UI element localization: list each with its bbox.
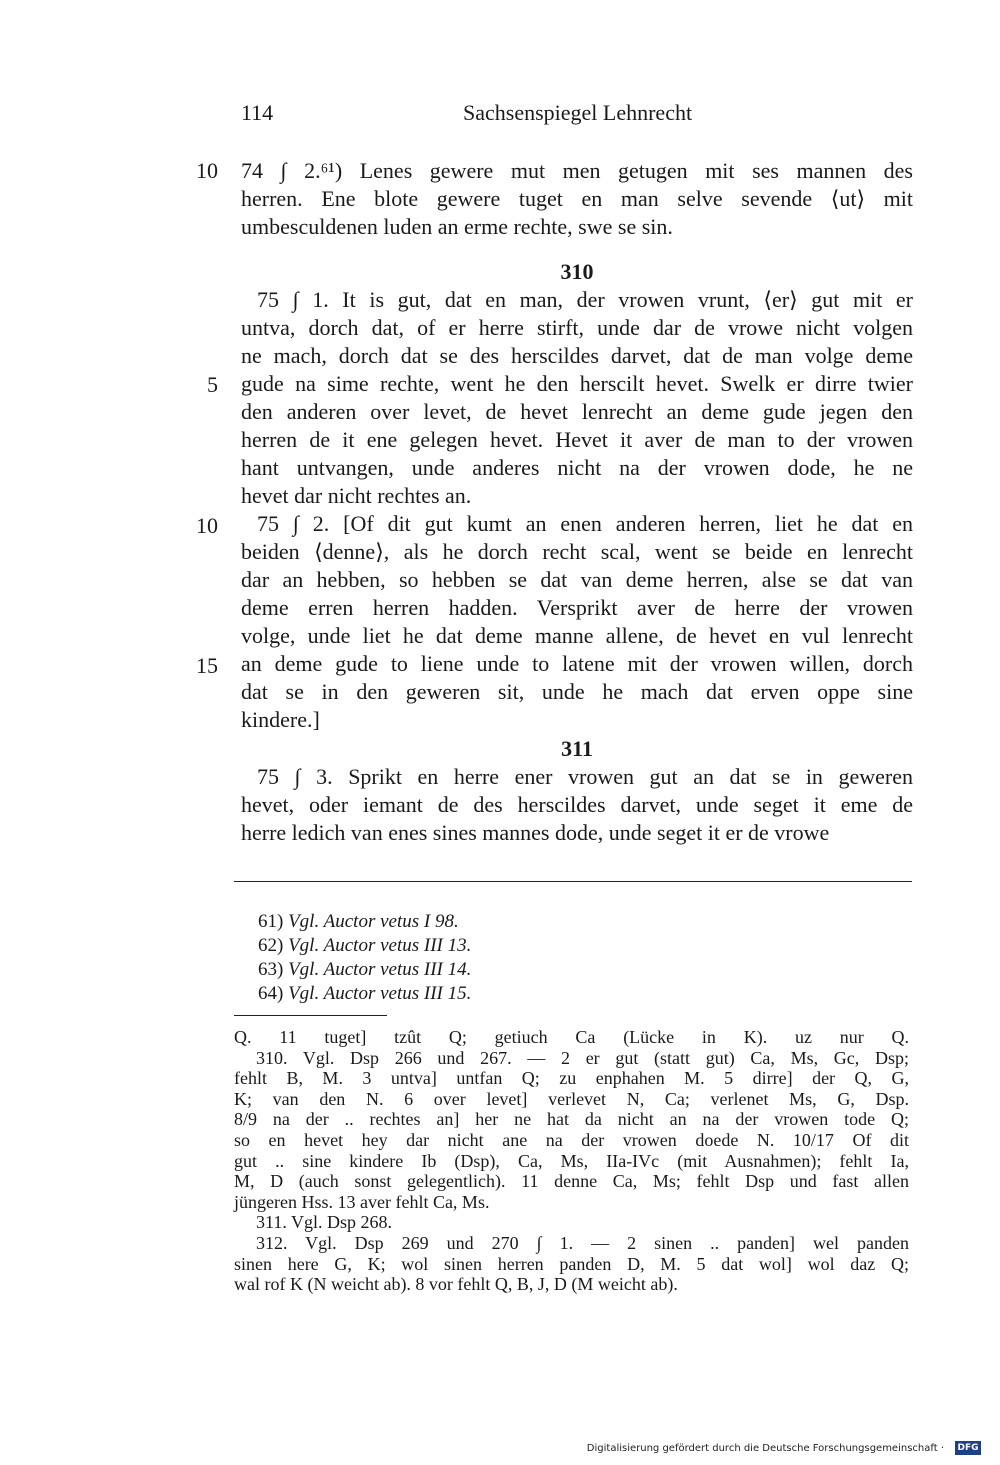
section-number: 311: [561, 736, 593, 761]
text-line: kindere.]: [241, 707, 320, 732]
footnotes: [258, 910, 471, 1006]
footnote-text: Vgl. Auctor vetus III 14.: [288, 959, 472, 980]
text-line: herren de it ene gelegen hevet. Hevet it aver de man to der vrowen: [241, 427, 913, 452]
section-number: 310: [560, 259, 594, 284]
section-311: [241, 735, 913, 847]
text-line: dar an hebben, so hebben se dat van deme herren, alse se dat van: [241, 567, 913, 592]
page-number: 114: [241, 100, 274, 125]
line-number: 10: [196, 158, 218, 183]
apparatus-line: fehlt B, M. 3 untva] untfan Q; zu enphahen M. 5 dirre] der Q, G,: [234, 1068, 909, 1089]
text-line: volge, unde liet he dat deme manne allene, de hevet en vul lenrecht: [241, 623, 913, 648]
text-line: den anderen over levet, de hevet lenrecht an deme gude jegen den: [241, 399, 913, 424]
section-310: [241, 258, 913, 734]
footnote-text: Vgl. Auctor vetus III 15.: [288, 983, 472, 1004]
apparatus-divider: [234, 1015, 387, 1016]
text-line: umbesculdenen luden an erme rechte, swe se sin.: [241, 214, 673, 239]
apparatus-line: 312. Vgl. Dsp 269 und 270 ∫ 1. — 2 sinen .. panden] wel panden: [256, 1232, 909, 1253]
text-line: 75 ∫ 3. Sprikt en herre ener vrowen gut an dat se in geweren: [257, 764, 913, 789]
apparatus-line: 311. Vgl. Dsp 268.: [256, 1212, 393, 1233]
dfg-logo-icon: DFG: [955, 1441, 981, 1455]
footnote: [258, 982, 471, 1006]
critical-apparatus: [234, 1027, 909, 1295]
text-line: ne mach, dorch dat se des herscildes darvet, dat de man volge deme: [241, 343, 913, 368]
text-line: untva, dorch dat, of er herre stirft, unde dar de vrowe nicht volgen: [241, 315, 913, 340]
text-line: hevet dar nicht rechtes an.: [241, 483, 472, 508]
line-number: 10: [196, 513, 218, 538]
footnote-text: Vgl. Auctor vetus III 13.: [288, 935, 472, 956]
line-number: 15: [196, 653, 218, 678]
text-line: 74 ∫ 2.⁶¹) Lenes gewere mut men getugen mit ses mannen des: [241, 158, 913, 183]
text-line: 75 ∫ 1. It is gut, dat en man, der vrowen vrunt, ⟨er⟩ gut mit er: [257, 287, 913, 312]
text-line: herren. Ene blote gewere tuget en man selve sevende ⟨ut⟩ mit: [241, 186, 913, 211]
footnote-number: 64): [258, 983, 284, 1004]
apparatus-line: Q. 11 tuget] tzût Q; getiuch Ca (Lücke in K). uz nur Q.: [234, 1027, 909, 1047]
text-line: hant untvangen, unde anderes nicht na der vrowen dode, he ne: [241, 455, 913, 480]
footnote-divider: [234, 881, 912, 882]
apparatus-line: 310. Vgl. Dsp 266 und 267. — 2 er gut (statt gut) Ca, Ms, Gc, Dsp;: [256, 1047, 909, 1068]
footnote: [258, 910, 471, 934]
text-line: deme erren herren hadden. Versprikt aver de herre der vrowen: [241, 595, 913, 620]
footnote: [258, 958, 471, 982]
text-line: beiden ⟨denne⟩, als he dorch recht scal, went se beide en lenrecht: [241, 539, 913, 564]
apparatus-line: gut .. sine kindere Ib (Dsp), Ca, Ms, IIa-IVc (mit Ausnahmen); fehlt Ia,: [234, 1150, 909, 1171]
text-line: dat se in den geweren sit, unde he mach dat erven oppe sine: [241, 679, 913, 704]
text-line: gude na sime rechte, went he den herscilt hevet. Swelk er dirre twier: [241, 371, 913, 396]
text-line: 75 ∫ 2. [Of dit gut kumt an enen anderen herren, liet he dat en: [257, 511, 913, 536]
apparatus-line: 8/9 na der .. rechtes an] her ne hat da nicht an na der vrowen tode Q;: [234, 1109, 909, 1130]
apparatus-line: so en hevet hey dar nicht ane na der vrowen doede N. 10/17 Of dit: [234, 1129, 909, 1150]
apparatus-line: jüngeren Hss. 13 aver fehlt Ca, Ms.: [234, 1191, 490, 1212]
text-line: hevet, oder iemant de des herscildes darvet, unde seget it eme de: [241, 792, 913, 817]
text-line: an deme gude to liene unde to latene mit der vrowen willen, dorch: [241, 651, 913, 676]
line-number: 5: [207, 372, 218, 397]
footnote: [258, 934, 471, 958]
apparatus-line: sinen here G, K; wol sinen herren panden D, M. 5 dat wol] wol daz Q;: [234, 1253, 909, 1274]
footnote-number: 61): [258, 911, 284, 932]
text-line: herre ledich van enes sines mannes dode, unde seget it er de vrowe: [241, 820, 830, 845]
apparatus-line: wal rof K (N weicht ab). 8 vor fehlt Q, B, J, D (M weicht ab).: [234, 1274, 678, 1295]
digitization-credit: Digitalisierung gefördert durch die Deutsche Forschungsgemeinschaft ·: [586, 1443, 944, 1454]
apparatus-line: M, D (auch sonst gelegentlich). 11 denne Ca, Ms; fehlt Dsp und fast allen: [234, 1171, 909, 1192]
footnote-number: 62): [258, 935, 284, 956]
footnote-number: 63): [258, 959, 284, 980]
apparatus-line: K; van den N. 6 over levet] verlevet N, Ca; verlenet Ms, G, Dsp.: [234, 1088, 909, 1109]
running-title: Sachsenspiegel Lehnrecht: [463, 100, 693, 125]
footnote-text: Vgl. Auctor vetus I 98.: [288, 911, 459, 932]
main-text-block-1: [241, 157, 913, 241]
